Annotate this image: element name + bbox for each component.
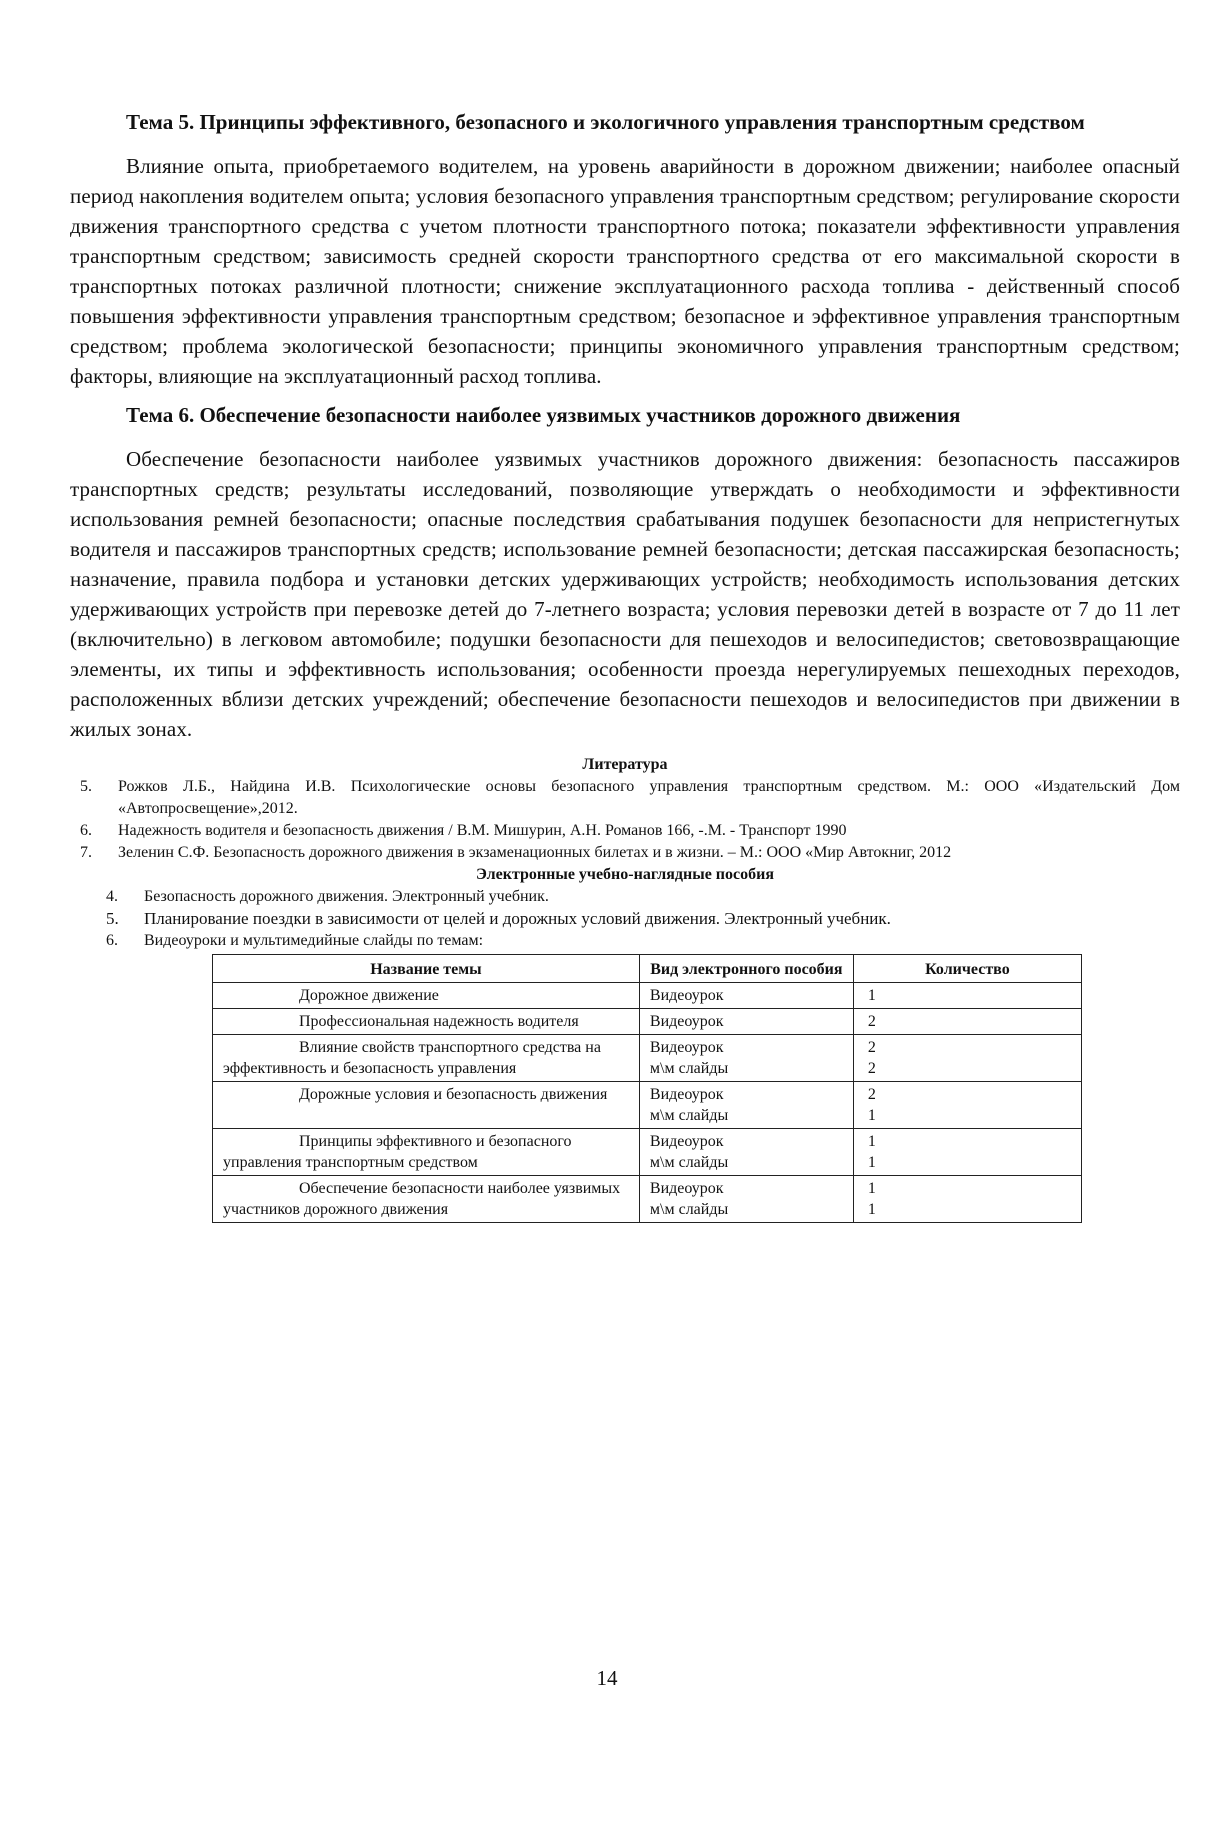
page-number: 14 <box>596 1666 618 1690</box>
topic-name-cell: Обеспечение безопасности наиболее уязвимых участников дорожного движения <box>213 1176 640 1223</box>
kind-cell: Видеоурок <box>639 1009 853 1035</box>
list-item: 6. Надежность водителя и безопасность движения / В.М. Мишурин, А.Н. Романов 166, -.М. - Транспорт 1990 <box>80 822 847 839</box>
electronic-aids-list <box>70 886 1180 952</box>
electronic-aids-heading: Электронные учебно-наглядные пособия <box>476 866 774 883</box>
topics-table <box>212 954 1082 1223</box>
quantity-cell: 2 2 <box>853 1035 1081 1082</box>
list-item: 6. Видеоуроки и мультимедийные слайды по темам: <box>106 932 484 949</box>
topic-name-cell: Дорожные условия и безопасность движения <box>213 1082 640 1129</box>
quantity-cell: 1 <box>853 983 1081 1009</box>
topic-name-cell: Дорожное движение <box>213 983 640 1009</box>
quantity-cell: 1 1 <box>853 1129 1081 1176</box>
document-page <box>70 108 1180 1223</box>
list-item: 7. Зеленин С.Ф. Безопасность дорожного движения в экзаменационных билетах и в жизни. – М.: ООО «Мир Автокниг, 2012 <box>80 844 952 861</box>
table-row <box>213 1176 1082 1223</box>
table-header-row <box>213 955 1082 983</box>
table-row <box>213 1035 1082 1082</box>
topic-name-cell: Принципы эффективного и безопасного управления транспортным средством <box>213 1129 640 1176</box>
column-header-kind: Вид электронного пособия <box>639 955 853 983</box>
literature-list <box>70 776 1180 864</box>
column-header-quantity: Количество <box>853 955 1081 983</box>
list-item: 5. Рожков Л.Б., Найдина И.В. Психологические основы безопасного управления транспортным средством. М.: ООО «Издательский Дом «Автопросвещение»,2012. <box>80 778 1180 817</box>
table-row <box>213 1009 1082 1035</box>
kind-cell: Видеоурок м\м слайды <box>639 1035 853 1082</box>
topic-6-body: Обеспечение безопасности наиболее уязвимых участников дорожного движения: безопасность пассажиров транспортных средств; результаты исследований, позволяющие утверждать о необходимости и эффективности использования ремней безопасности; опасные последствия срабатывания подушек безопасности для непристегнутых водителя и пассажиров транспортных средств; использование ремней безопасности; детская пассажирская безопасность; назначение, правила подбора и установки детских удерживающих устройств; необходимость использования детских удерживающих устройств при перевозке детей до 7-летнего возраста; условия перевозки детей в возрасте от 7 до 11 лет (включительно) в легковом автомобиле; подушки безопасности для пешеходов и велосипедистов; световозвращающие элементы, их типы и эффективность использования; особенности проезда нерегулируемых пешеходных переходов, расположенных вблизи детских учреждений; обеспечение безопасности пешеходов и велосипедистов при движении в жилых зонах. <box>70 447 1180 741</box>
list-item: 5. Планирование поездки в зависимости от целей и дорожных условий движения. Электронный учебник. <box>106 909 891 928</box>
kind-cell: Видеоурок м\м слайды <box>639 1176 853 1223</box>
kind-cell: Видеоурок м\м слайды <box>639 1129 853 1176</box>
topic-6-title: Тема 6. Обеспечение безопасности наиболее уязвимых участников дорожного движения <box>126 403 961 427</box>
kind-cell: Видеоурок м\м слайды <box>639 1082 853 1129</box>
topic-5-body: Влияние опыта, приобретаемого водителем, на уровень аварийности в дорожном движении; наиболее опасный период накопления водителем опыта; условия безопасного управления транспортным средством; регулирование скорости движения транспортного средства с учетом плотности транспортного потока; показатели эффективности управления транспортным средством; зависимость средней скорости транспортного средства от его максимальной скорости в транспортных потоках различной плотности; снижение эксплуатационного расхода топлива - действенный способ повышения эффективности управления транспортным средством; безопасное и эффективное управления транспортным средством; проблема экологической безопасности; принципы экономичного управления транспортным средством; факторы, влияющие на эксплуатационный расход топлива. <box>70 154 1180 388</box>
table-row <box>213 983 1082 1009</box>
column-header-topic: Название темы <box>213 955 640 983</box>
quantity-cell: 2 1 <box>853 1082 1081 1129</box>
topic-name-cell: Профессиональная надежность водителя <box>213 1009 640 1035</box>
topic-5-title: Тема 5. Принципы эффективного, безопасного и экологичного управления транспортным средством <box>126 110 1085 134</box>
literature-heading: Литература <box>582 756 668 773</box>
kind-cell: Видеоурок <box>639 983 853 1009</box>
table-row <box>213 1129 1082 1176</box>
quantity-cell: 1 1 <box>853 1176 1081 1223</box>
list-item: 4. Безопасность дорожного движения. Электронный учебник. <box>106 888 549 905</box>
table-row <box>213 1082 1082 1129</box>
quantity-cell: 2 <box>853 1009 1081 1035</box>
topic-name-cell: Влияние свойств транспортного средства на эффективность и безопасность управления <box>213 1035 640 1082</box>
